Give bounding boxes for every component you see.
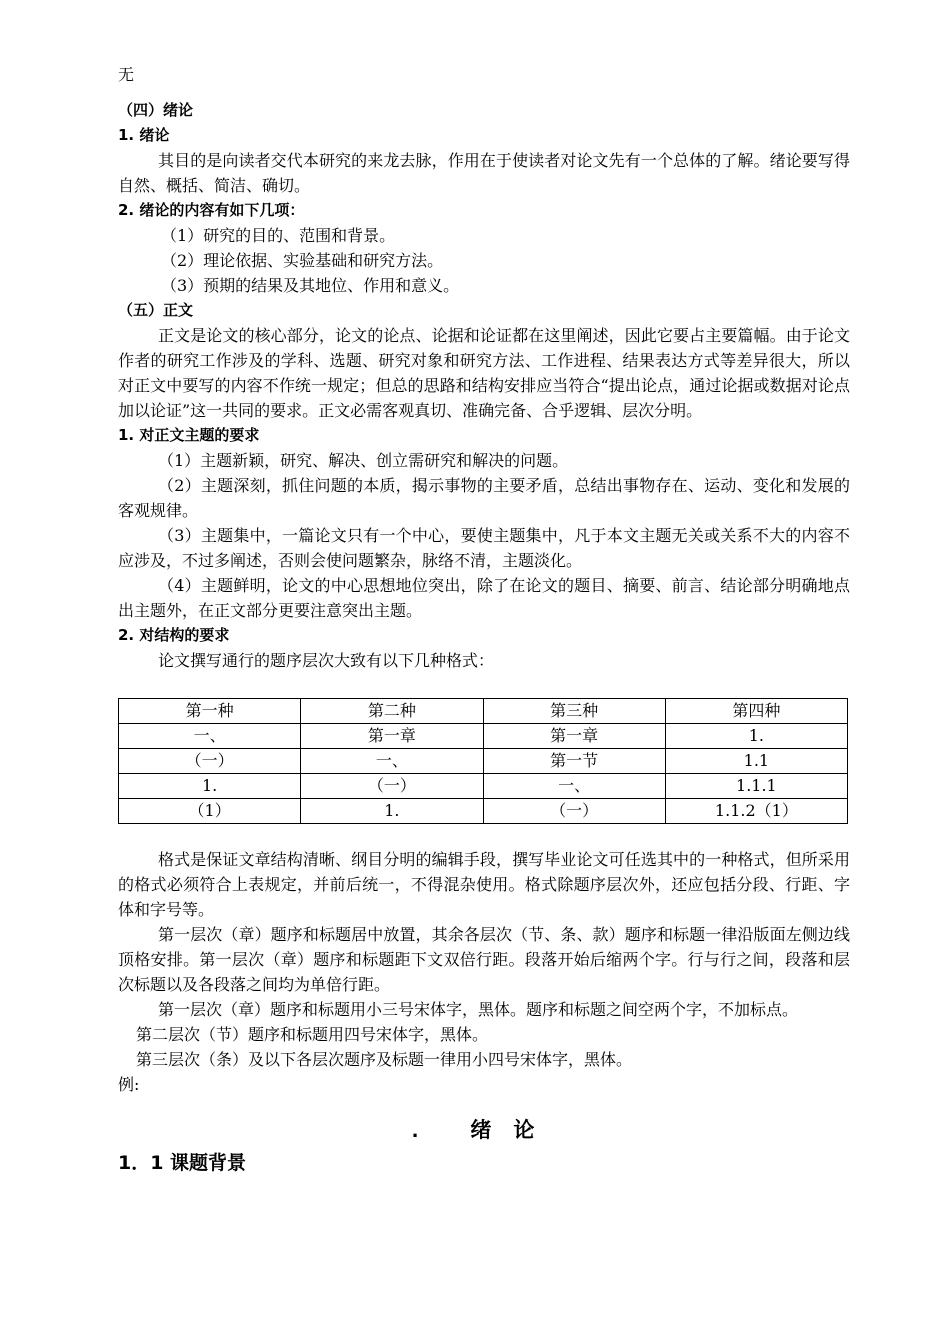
table-header-row bbox=[119, 699, 848, 724]
section-4-item-1: （1）研究的目的、范围和背景。 bbox=[161, 226, 396, 245]
section-4-sub2: 2. 绪论的内容有如下几项： bbox=[118, 201, 305, 219]
table-cell: 第一节 bbox=[483, 749, 665, 774]
table-cell: 1.1.2（1） bbox=[665, 799, 847, 824]
table-row bbox=[119, 749, 848, 774]
top-text: 无 bbox=[118, 65, 135, 84]
section-5-sub1: 1. 对正文主题的要求 bbox=[118, 426, 260, 444]
format-paragraph-1: 格式是保证文章结构清晰、纲目分明的编辑手段，撰写毕业论文可任选其中的一种格式，但所采用的格式必须符合上表规定，并前后统一，不得混杂使用。格式除题序层次外，还应包括分段、行距、字体和字号等。 bbox=[118, 850, 850, 919]
format-line-4: 第二层次（节）题序和标题用四号宋体字，黑体。 bbox=[136, 1025, 489, 1044]
table-header-cell: 第一种 bbox=[119, 699, 301, 724]
format-paragraph-2: 第一层次（章）题序和标题居中放置，其余各层次（节、条、款）题序和标题一律沿版面左侧边线顶格安排。第一层次（章）题序和标题距下文双倍行距。段落开始后缩两个字。行与行之间，段落和层次标题以及各段落之间均为单倍行距。 bbox=[118, 925, 850, 994]
example-chapter-title bbox=[118, 1115, 850, 1147]
table-row bbox=[119, 774, 848, 799]
document-page bbox=[118, 62, 850, 1177]
format-table bbox=[118, 698, 848, 824]
table-cell: 一、 bbox=[301, 749, 483, 774]
table-cell: 1.1 bbox=[665, 749, 847, 774]
table-cell: 第一章 bbox=[301, 724, 483, 749]
table-header-cell: 第四种 bbox=[665, 699, 847, 724]
example-section-title: 1．1 课题背景 bbox=[118, 1152, 247, 1174]
table-cell: （一） bbox=[301, 774, 483, 799]
table-cell: （一） bbox=[119, 749, 301, 774]
requirement-3: （3）主题集中，一篇论文只有一个中心，要使主题集中，凡于本文主题无关或关系不大的内容不应涉及，不过多阐述，否则会使问题繁杂，脉络不清，主题淡化。 bbox=[118, 526, 850, 570]
format-line-5: 第三层次（条）及以下各层次题序及标题一律用小四号宋体字，黑体。 bbox=[136, 1050, 633, 1069]
section-4-paragraph: 其目的是向读者交代本研究的来龙去脉，作用在于使读者对论文先有一个总体的了解。绪论要写得自然、概括、简洁、确切。 bbox=[118, 151, 850, 195]
table-cell: 一、 bbox=[483, 774, 665, 799]
chapter-title-text: 绪论 bbox=[470, 1118, 557, 1142]
table-cell: （1） bbox=[119, 799, 301, 824]
chapter-number-dot: . bbox=[411, 1121, 419, 1142]
example-label: 例: bbox=[118, 1075, 140, 1094]
section-5-sub2: 2. 对结构的要求 bbox=[118, 626, 230, 644]
table-header-cell: 第二种 bbox=[301, 699, 483, 724]
section-4-heading: （四）绪论 bbox=[118, 101, 194, 119]
section-4-item-2: （2）理论依据、实验基础和研究方法。 bbox=[161, 251, 444, 270]
table-cell: 1. bbox=[665, 724, 847, 749]
section-4-sub1: 1. 绪论 bbox=[118, 126, 170, 144]
table-cell: 第一章 bbox=[483, 724, 665, 749]
format-intro: 论文撰写通行的题序层次大致有以下几种格式： bbox=[158, 651, 495, 670]
table-row bbox=[119, 799, 848, 824]
requirement-2: （2）主题深刻，抓住问题的本质，揭示事物的主要矛盾，总结出事物存在、运动、变化和发展的客观规律。 bbox=[118, 476, 850, 520]
table-cell: 1. bbox=[301, 799, 483, 824]
section-5-heading: （五）正文 bbox=[118, 301, 194, 319]
format-paragraph-3: 第一层次（章）题序和标题用小三号宋体字，黑体。题序和标题之间空两个字，不加标点。 bbox=[158, 1000, 799, 1019]
requirement-4: （4）主题鲜明，论文的中心思想地位突出，除了在论文的题目、摘要、前言、结论部分明确地点出主题外，在正文部分更要注意突出主题。 bbox=[118, 576, 850, 620]
requirement-1: （1）主题新颖，研究、解决、创立需研究和解决的问题。 bbox=[158, 451, 569, 470]
table-cell: 1. bbox=[119, 774, 301, 799]
table-cell: 一、 bbox=[119, 724, 301, 749]
table-header-cell: 第三种 bbox=[483, 699, 665, 724]
table-cell: 1.1.1 bbox=[665, 774, 847, 799]
table-row bbox=[119, 724, 848, 749]
section-4-item-3: （3）预期的结果及其地位、作用和意义。 bbox=[161, 276, 460, 295]
section-5-paragraph: 正文是论文的核心部分，论文的论点、论据和论证都在这里阐述，因此它要占主要篇幅。由于论文作者的研究工作涉及的学科、选题、研究对象和研究方法、工作进程、结果表达方式等差异很大，所以对正文中要写的内容不作统一规定；但总的思路和结构安排应当符合“提出论点，通过论据或数据对论点加以论证”这一共同的要求。正文必需客观真切、准确完备、合乎逻辑、层次分明。 bbox=[118, 326, 850, 420]
table-cell: （一） bbox=[483, 799, 665, 824]
